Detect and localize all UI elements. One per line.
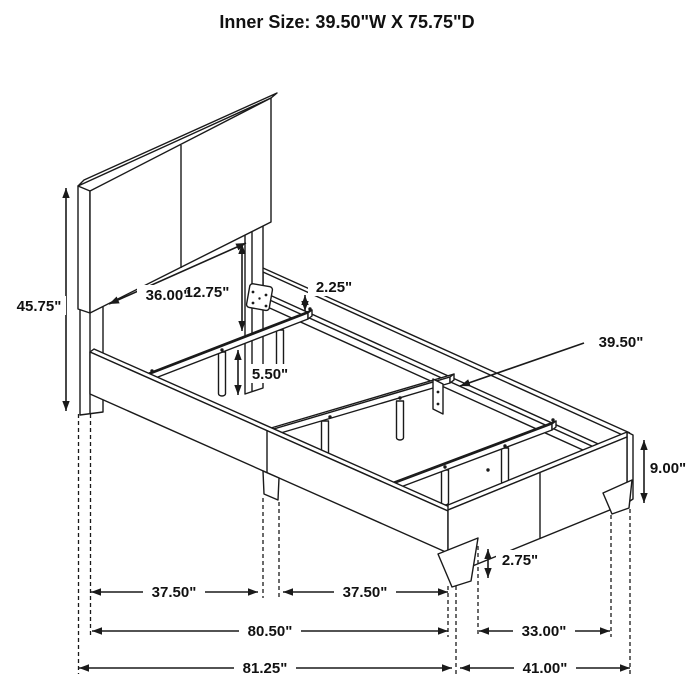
label-33-00: 33.00" xyxy=(521,623,567,640)
label-panel-width: 36.00" xyxy=(145,287,191,304)
label-81-25: 81.25" xyxy=(242,660,288,677)
slat1-leg-near xyxy=(219,352,226,396)
far-side-rail xyxy=(263,268,630,470)
far-rail-ledge-top xyxy=(263,292,627,457)
label-2-25: 2.25" xyxy=(315,279,353,296)
slat3-leg-near xyxy=(442,470,449,505)
junction-plate xyxy=(433,379,443,414)
slat3-leg-far xyxy=(502,448,509,484)
bracket-center-hole xyxy=(258,297,260,299)
label-9-00: 9.00" xyxy=(649,460,687,477)
bracket-screw-4 xyxy=(265,305,268,308)
label-12-75: 12.75" xyxy=(184,284,230,301)
screw-dot xyxy=(443,465,446,468)
far-rail-face xyxy=(263,272,627,470)
screw-dot xyxy=(551,418,554,421)
rail-junction-bracket xyxy=(433,379,443,414)
label-2-75: 2.75" xyxy=(501,552,539,569)
screw-dot xyxy=(486,468,489,471)
inner-size-title: Inner Size: 39.50"W X 75.75"D xyxy=(219,12,475,32)
label-80-50: 80.50" xyxy=(247,623,293,640)
bracket-screw-1 xyxy=(252,291,255,294)
slat2-leg-far xyxy=(397,401,404,440)
label-inner-width: 39.50" xyxy=(598,334,644,351)
screw-dot xyxy=(150,369,153,372)
junction-screw-2 xyxy=(437,403,440,406)
label-37-50-foot: 37.50" xyxy=(342,584,388,601)
junction-screw-1 xyxy=(437,391,440,394)
screw-dot xyxy=(503,444,506,447)
screw-dot xyxy=(308,307,311,310)
screw-dot xyxy=(328,415,331,418)
label-37-50-head: 37.50" xyxy=(151,584,197,601)
bracket-screw-3 xyxy=(252,302,255,305)
label-41-00: 41.00" xyxy=(522,660,568,677)
post-bracket xyxy=(246,283,273,311)
middle-slat xyxy=(267,374,454,437)
screw-dot xyxy=(220,348,223,351)
middle-slat-front xyxy=(267,377,450,437)
headboard-left-face xyxy=(78,186,90,313)
bed-drawing xyxy=(78,93,633,587)
bracket-plate xyxy=(246,283,273,311)
screw-dot xyxy=(398,396,401,399)
bracket-screw-2 xyxy=(265,294,268,297)
label-headboard-height: 45.75" xyxy=(16,298,62,315)
label-5-50: 5.50" xyxy=(251,366,289,383)
